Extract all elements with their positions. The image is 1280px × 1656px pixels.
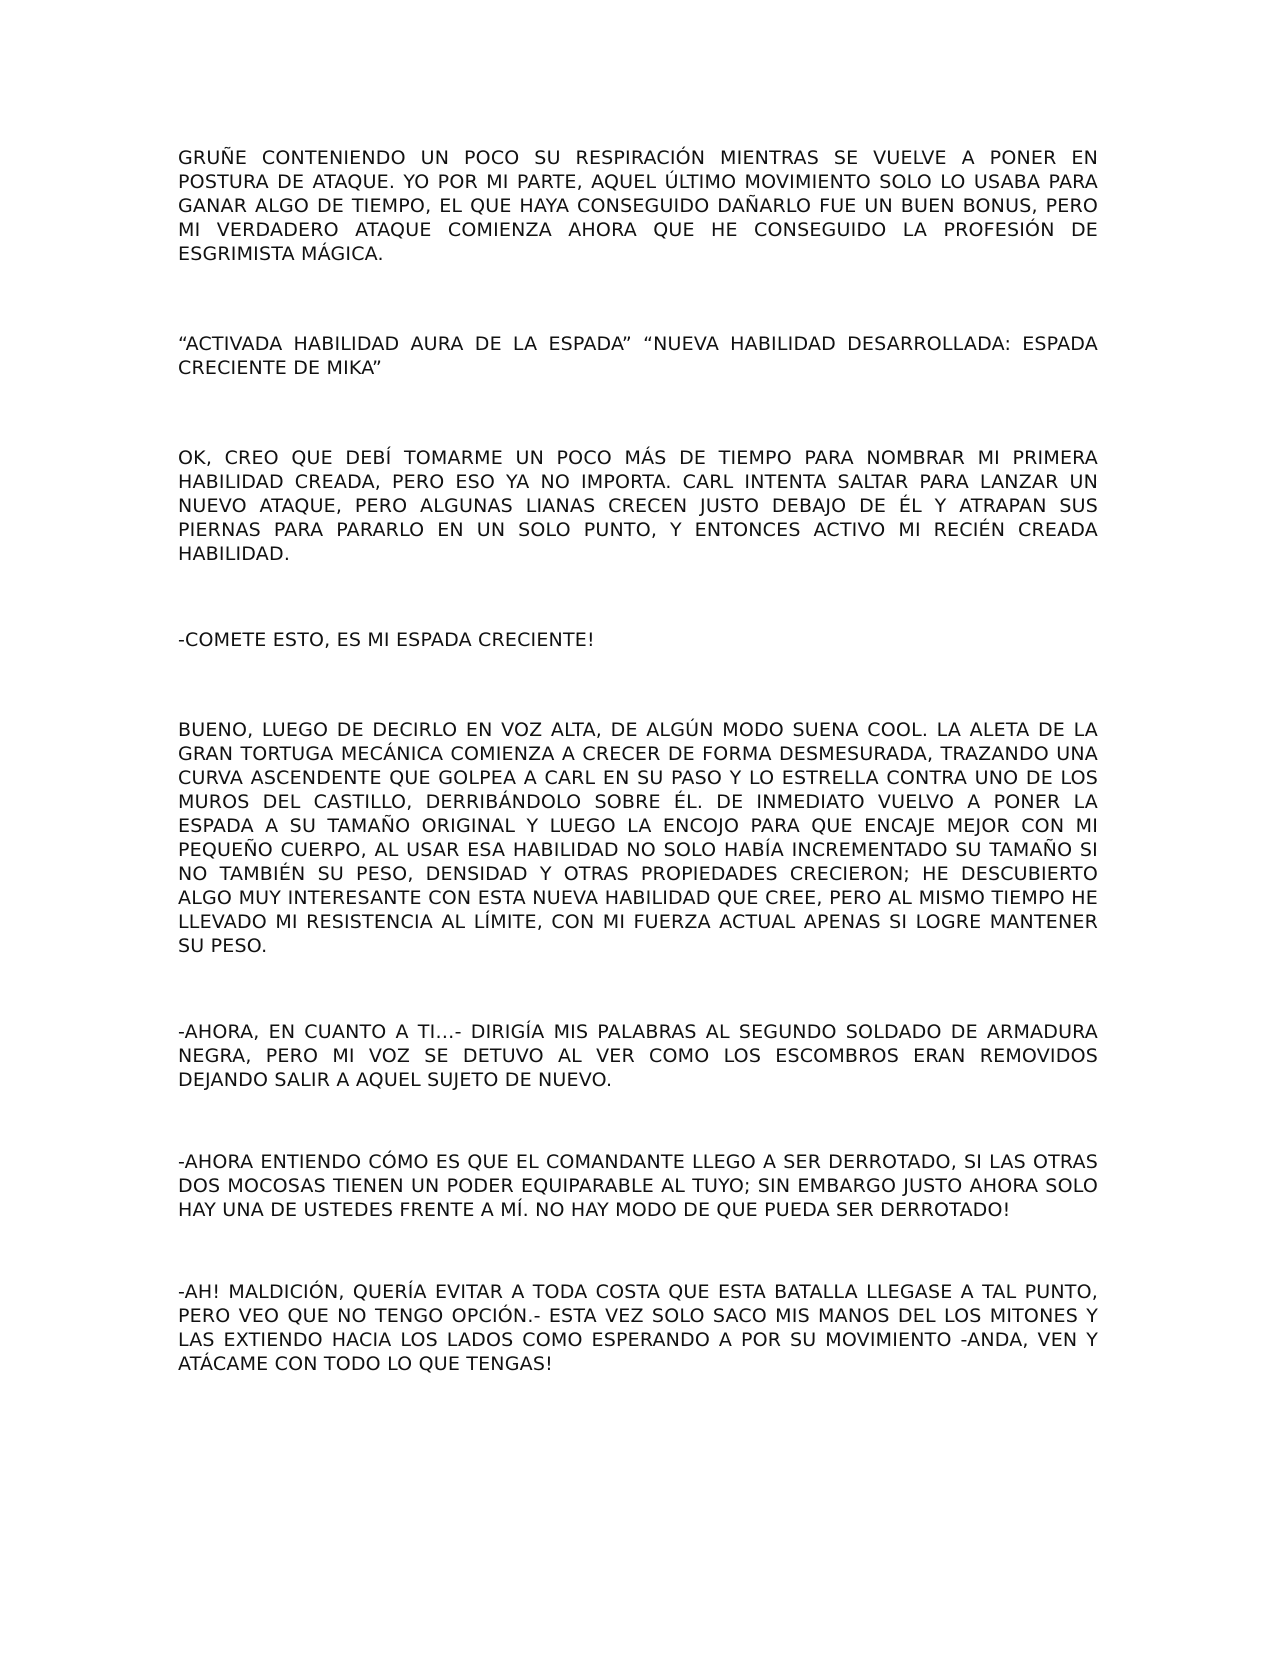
paragraph-7: -AHORA ENTIENDO CÓMO ES QUE EL COMANDANTE LLEGO A SER DERROTADO, SI LAS OTRAS DOS MOCOSAS TIENEN UN PODER EQUIPARABLE AL TUYO; SIN EMBARGO JUSTO AHORA SOLO HAY UNA DE USTEDES FRENTE A MÍ. NO HAY MODO DE QUE PUEDA SER DERROTADO! (178, 1151, 1098, 1221)
paragraph-5: BUENO, LUEGO DE DECIRLO EN VOZ ALTA, DE ALGÚN MODO SUENA COOL. LA ALETA DE LA GRAN TORTUGA MECÁNICA COMIENZA A CRECER DE FORMA DESMESURADA, TRAZANDO UNA CURVA ASCENDENTE QUE GOLPEA A CARL EN SU PASO Y LO ESTRELLA CONTRA UNO DE LOS MUROS DEL CASTILLO, DERRIBÁNDOLO SOBRE ÉL. DE INMEDIATO VUELVO A PONER LA ESPADA A SU TAMAÑO ORIGINAL Y LUEGO LA ENCOJO PARA QUE ENCAJE MEJOR CON MI PEQUEÑO CUERPO, AL USAR ESA HABILIDAD NO SOLO HABÍA INCREMENTADO SU TAMAÑO SI NO TAMBIÉN SU PESO, DENSIDAD Y OTRAS PROPIEDADES CRECIERON; HE DESCUBIERTO ALGO MUY INTERESANTE CON ESTA NUEVA HABILIDAD QUE CREE, PERO AL MISMO TIEMPO HE LLEVADO MI RESISTENCIA AL LÍMITE, CON MI FUERZA ACTUAL APENAS SI LOGRE MANTENER SU PESO. (178, 719, 1098, 957)
paragraph-1: GRUÑE CONTENIENDO UN POCO SU RESPIRACIÓN MIENTRAS SE VUELVE A PONER EN POSTURA DE ATAQUE. YO POR MI PARTE, AQUEL ÚLTIMO MOVIMIENTO SOLO LO USABA PARA GANAR ALGO DE TIEMPO, EL QUE HAYA CONSEGUIDO DAÑARLO FUE UN BUEN BONUS, PERO MI VERDADERO ATAQUE COMIENZA AHORA QUE HE CONSEGUIDO LA PROFESIÓN DE ESGRIMISTA MÁGICA. (178, 147, 1098, 265)
paragraph-3: OK, CREO QUE DEBÍ TOMARME UN POCO MÁS DE TIEMPO PARA NOMBRAR MI PRIMERA HABILIDAD CREADA, PERO ESO YA NO IMPORTA. CARL INTENTA SALTAR PARA LANZAR UN NUEVO ATAQUE, PERO ALGUNAS LIANAS CRECEN JUSTO DEBAJO DE ÉL Y ATRAPAN SUS PIERNAS PARA PARARLO EN UN SOLO PUNTO, Y ENTONCES ACTIVO MI RECIÉN CREADA HABILIDAD. (178, 447, 1098, 565)
paragraph-2: “ACTIVADA HABILIDAD AURA DE LA ESPADA” “NUEVA HABILIDAD DESARROLLADA: ESPADA CRECIENTE DE MIKA” (178, 333, 1098, 379)
paragraph-8: -AH! MALDICIÓN, QUERÍA EVITAR A TODA COSTA QUE ESTA BATALLA LLEGASE A TAL PUNTO, PERO VEO QUE NO TENGO OPCIÓN.- ESTA VEZ SOLO SACO MIS MANOS DEL LOS MITONES Y LAS EXTIENDO HACIA LOS LADOS COMO ESPERANDO A POR SU MOVIMIENTO -ANDA, VEN Y ATÁCAME CON TODO LO QUE TENGAS! (178, 1281, 1098, 1375)
paragraph-6: -AHORA, EN CUANTO A TI…- DIRIGÍA MIS PALABRAS AL SEGUNDO SOLDADO DE ARMADURA NEGRA, PERO MI VOZ SE DETUVO AL VER COMO LOS ESCOMBROS ERAN REMOVIDOS DEJANDO SALIR A AQUEL SUJETO DE NUEVO. (178, 1021, 1098, 1091)
text-column (178, 146, 1098, 1376)
paragraph-4: -COMETE ESTO, ES MI ESPADA CRECIENTE! (178, 629, 595, 651)
